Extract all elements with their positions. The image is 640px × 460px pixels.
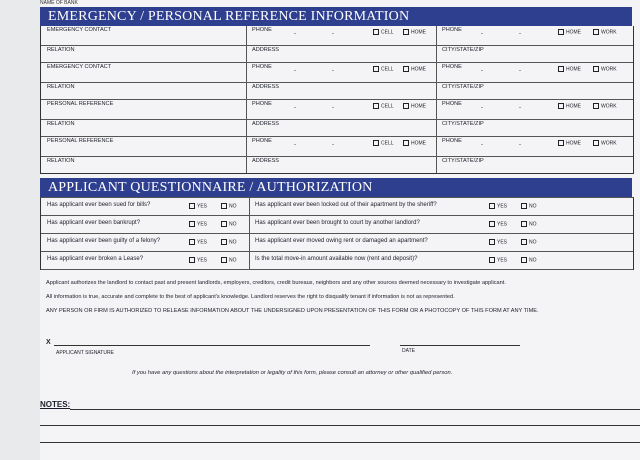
divider [249, 198, 250, 215]
no-label: NO [229, 203, 237, 210]
no-label: NO [529, 257, 537, 264]
form-sheet [40, 0, 640, 460]
no-label: NO [529, 203, 537, 210]
yes-label: YES [197, 203, 208, 210]
contact-name-field[interactable]: PERSONAL REFERENCE [47, 101, 114, 107]
cell-checkbox[interactable] [373, 66, 379, 72]
yes-checkbox[interactable] [489, 221, 495, 227]
phone-dash: - [294, 105, 296, 111]
question-row [41, 252, 633, 270]
contact-name-field[interactable]: EMERGENCY CONTACT [47, 64, 112, 70]
work-label: WORK [601, 140, 617, 147]
relation-field[interactable]: RELATION [47, 84, 75, 90]
phone-dash: - [332, 31, 334, 37]
contact-name-field[interactable]: PERSONAL REFERENCE [47, 138, 114, 144]
contact-row [41, 63, 633, 83]
question-left-1: Has applicant ever been bankrupt? [47, 220, 141, 226]
yes-option-right[interactable] [489, 203, 507, 209]
home2-label: HOME [566, 140, 581, 147]
no-checkbox[interactable] [521, 257, 527, 263]
question-right-2: Has applicant ever moved owing rent or damaged an apartment? [255, 238, 428, 244]
home-checkbox[interactable] [403, 103, 409, 109]
relation-row [41, 157, 633, 174]
relation-row [41, 46, 633, 63]
home-label: HOME [411, 140, 426, 147]
cell-option[interactable] [373, 29, 394, 35]
city-state-zip-field[interactable]: CITY/STATE/ZIP [442, 47, 484, 53]
phone-dash: - [294, 68, 296, 74]
yes-label: YES [497, 203, 508, 210]
questionnaire-grid [40, 197, 634, 270]
relation-field[interactable]: RELATION [47, 47, 75, 53]
no-checkbox[interactable] [221, 221, 227, 227]
address-field[interactable]: ADDRESS [252, 47, 280, 53]
cell-checkbox[interactable] [373, 29, 379, 35]
phone-dash: - [294, 31, 296, 37]
emergency-section-title: EMERGENCY / PERSONAL REFERENCE INFORMATION [40, 7, 632, 26]
signature-x-mark: X [46, 339, 51, 346]
phone-field[interactable]: PHONE [252, 27, 272, 33]
cell-label: CELL [381, 66, 394, 73]
work-option[interactable] [593, 66, 617, 72]
yes-checkbox[interactable] [489, 257, 495, 263]
yes-label: YES [197, 221, 208, 228]
divider [249, 216, 250, 233]
work-option[interactable] [593, 103, 617, 109]
home-checkbox[interactable] [403, 29, 409, 35]
no-checkbox[interactable] [521, 221, 527, 227]
yes-label: YES [497, 239, 508, 246]
date-label: DATE [402, 348, 415, 354]
phone-field[interactable]: PHONE [252, 101, 272, 107]
relation-row [41, 120, 633, 137]
no-checkbox[interactable] [521, 239, 527, 245]
cell-label: CELL [381, 29, 394, 36]
phone-dash: - [481, 142, 483, 148]
phone-dash: - [332, 105, 334, 111]
question-left-2: Has applicant ever been guilty of a felony? [47, 238, 161, 244]
phone-dash: - [519, 31, 521, 37]
yes-checkbox[interactable] [189, 257, 195, 263]
contact-row [41, 137, 633, 157]
no-label: NO [529, 221, 537, 228]
no-label: NO [229, 239, 237, 246]
yes-option-left[interactable] [189, 221, 207, 227]
signature-line[interactable] [54, 345, 370, 346]
divider [249, 234, 250, 251]
no-checkbox[interactable] [221, 257, 227, 263]
yes-checkbox[interactable] [189, 239, 195, 245]
work-checkbox[interactable] [593, 29, 599, 35]
home2-label: HOME [566, 29, 581, 36]
phone-dash: - [519, 105, 521, 111]
yes-option-right[interactable] [489, 239, 507, 245]
no-checkbox[interactable] [221, 239, 227, 245]
cell-option[interactable] [373, 140, 394, 146]
home2-option[interactable] [558, 140, 581, 146]
city-state-zip-field[interactable]: CITY/STATE/ZIP [442, 121, 484, 127]
phone-dash: - [519, 142, 521, 148]
emergency-grid [40, 26, 634, 174]
relation-field[interactable]: RELATION [47, 121, 75, 127]
notes-line-2[interactable] [40, 425, 640, 426]
yes-option-right[interactable] [489, 257, 507, 263]
no-checkbox[interactable] [521, 203, 527, 209]
phone-dash: - [294, 142, 296, 148]
work-label: WORK [601, 29, 617, 36]
phone2-field[interactable]: PHONE [442, 101, 462, 107]
yes-label: YES [197, 257, 208, 264]
no-option-right[interactable] [521, 221, 537, 227]
question-row [41, 198, 633, 216]
home2-label: HOME [566, 103, 581, 110]
phone-dash: - [481, 105, 483, 111]
no-option-left[interactable] [221, 221, 237, 227]
yes-option-right[interactable] [489, 221, 507, 227]
footer-note: If you have any questions about the interpretation or legality of this form, please consult an attorney or other qualified person. [132, 370, 453, 376]
phone-field[interactable]: PHONE [252, 138, 272, 144]
question-left-3: Has applicant ever broken a Lease? [47, 256, 144, 262]
no-option-right[interactable] [521, 239, 537, 245]
no-option-right[interactable] [521, 203, 537, 209]
cell-checkbox[interactable] [373, 140, 379, 146]
cell-label: CELL [381, 103, 394, 110]
home2-label: HOME [566, 66, 581, 73]
home-option[interactable] [403, 103, 426, 109]
city-state-zip-field[interactable]: CITY/STATE/ZIP [442, 158, 484, 164]
divider [249, 252, 250, 269]
yes-checkbox[interactable] [189, 221, 195, 227]
yes-option-left[interactable] [189, 203, 207, 209]
home2-checkbox[interactable] [558, 140, 564, 146]
phone-dash: - [519, 68, 521, 74]
no-label: NO [529, 239, 537, 246]
question-left-0: Has applicant ever been sued for bills? [47, 202, 151, 208]
date-line[interactable] [400, 345, 520, 346]
no-checkbox[interactable] [221, 203, 227, 209]
yes-label: YES [497, 221, 508, 228]
address-field[interactable]: ADDRESS [252, 121, 280, 127]
home2-option[interactable] [558, 29, 581, 35]
work-option[interactable] [593, 29, 617, 35]
notes-line-3[interactable] [40, 442, 640, 443]
question-right-1: Has applicant ever been brought to court by another landlord? [255, 220, 420, 226]
home2-checkbox[interactable] [558, 29, 564, 35]
phone-field[interactable]: PHONE [252, 64, 272, 70]
home-option[interactable] [403, 29, 426, 35]
top-crop-text: NAME OF BANK [40, 0, 78, 6]
no-option-left[interactable] [221, 257, 237, 263]
contact-name-field[interactable]: EMERGENCY CONTACT [47, 27, 112, 33]
no-option-left[interactable] [221, 239, 237, 245]
phone-dash: - [332, 142, 334, 148]
address-field[interactable]: ADDRESS [252, 84, 280, 90]
yes-label: YES [497, 257, 508, 264]
home2-checkbox[interactable] [558, 103, 564, 109]
home2-checkbox[interactable] [558, 66, 564, 72]
home-label: HOME [411, 103, 426, 110]
phone2-field[interactable]: PHONE [442, 64, 462, 70]
phone-dash: - [332, 68, 334, 74]
cell-option[interactable] [373, 103, 394, 109]
home-label: HOME [411, 29, 426, 36]
authorization-text-3: ANY PERSON OR FIRM IS AUTHORIZED TO RELEASE INFORMATION ABOUT THE UNDERSIGNED UPON PRESENTATION OF THIS FORM OR A PHOTOCOPY OF THIS FORM AT ANY TIME. [46, 308, 539, 314]
yes-option-left[interactable] [189, 239, 207, 245]
city-state-zip-field[interactable]: CITY/STATE/ZIP [442, 84, 484, 90]
phone-dash: - [481, 68, 483, 74]
question-right-0: Has applicant ever been locked out of their apartment by the sheriff? [255, 202, 437, 208]
no-label: NO [229, 221, 237, 228]
no-option-left[interactable] [221, 203, 237, 209]
no-option-right[interactable] [521, 257, 537, 263]
home-checkbox[interactable] [403, 140, 409, 146]
yes-option-left[interactable] [189, 257, 207, 263]
contact-row [41, 100, 633, 120]
authorization-text-1: Applicant authorizes the landlord to contact past and present landlords, employers, creditors, credit bureaus, neighbors and any other sources deemed necessary to investigate applicant. [46, 280, 506, 286]
relation-row [41, 83, 633, 100]
work-checkbox[interactable] [593, 103, 599, 109]
yes-checkbox[interactable] [189, 203, 195, 209]
home-option[interactable] [403, 66, 426, 72]
cell-checkbox[interactable] [373, 103, 379, 109]
work-option[interactable] [593, 140, 617, 146]
relation-field[interactable]: RELATION [47, 158, 75, 164]
work-checkbox[interactable] [593, 66, 599, 72]
cell-option[interactable] [373, 66, 394, 72]
work-label: WORK [601, 103, 617, 110]
home-checkbox[interactable] [403, 66, 409, 72]
work-label: WORK [601, 66, 617, 73]
work-checkbox[interactable] [593, 140, 599, 146]
signature-label: APPLICANT SIGNATURE [56, 350, 114, 356]
authorization-text-2: All information is true, accurate and complete to the best of applicant's knowledge. Landlord reserves the right to disqualify tenant if information is not as represented. [46, 294, 455, 300]
question-row [41, 216, 633, 234]
no-label: NO [229, 257, 237, 264]
yes-label: YES [197, 239, 208, 246]
questionnaire-section-title: APPLICANT QUESTIONNAIRE / AUTHORIZATION [40, 178, 632, 197]
contact-row [41, 26, 633, 46]
yes-checkbox[interactable] [489, 203, 495, 209]
question-row [41, 234, 633, 252]
phone-dash: - [481, 31, 483, 37]
home-label: HOME [411, 66, 426, 73]
home-option[interactable] [403, 140, 426, 146]
notes-label: NOTES: [40, 400, 71, 409]
home2-option[interactable] [558, 103, 581, 109]
phone2-field[interactable]: PHONE [442, 138, 462, 144]
question-right-3: Is the total move-in amount available now (rent and deposit)? [255, 256, 418, 262]
cell-label: CELL [381, 140, 394, 147]
phone2-field[interactable]: PHONE [442, 27, 462, 33]
address-field[interactable]: ADDRESS [252, 158, 280, 164]
home2-option[interactable] [558, 66, 581, 72]
notes-line-1[interactable] [70, 409, 640, 410]
yes-checkbox[interactable] [489, 239, 495, 245]
